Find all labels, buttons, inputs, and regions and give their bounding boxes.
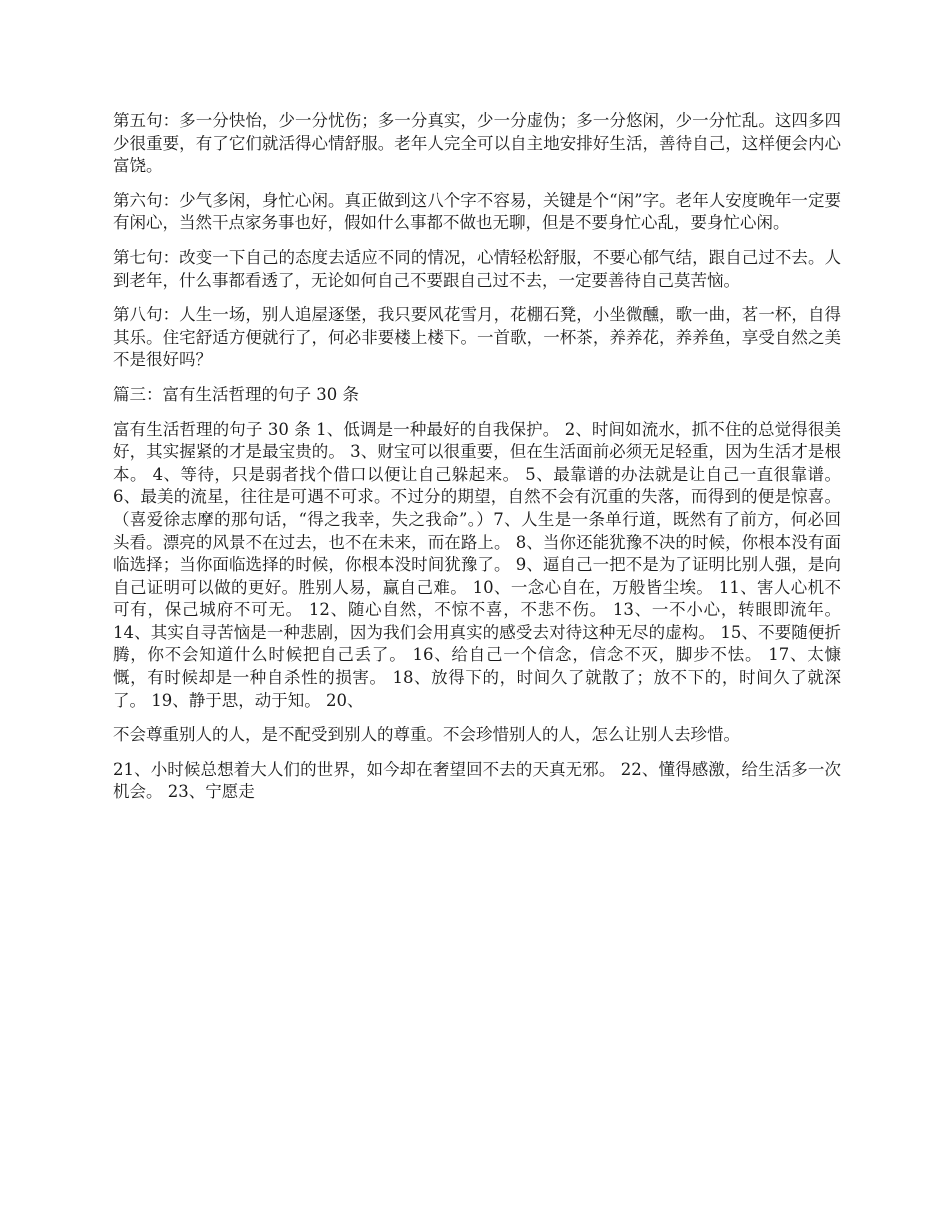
paragraph-quote-respect: 不会尊重别人的人，是不配受到别人的尊重。不会珍惜别人的人，怎么让别人去珍惜。 [113, 725, 740, 745]
paragraph-sixth-sentence: 第六句：少气多闲，身忙心闲。真正做到这八个字不容易，关键是个“闲”字。老年人安度晚年一定要有闲心，当然干点家务事也好，假如什么事都不做也无聊，但是不要身忙心乱，要身忙心闲。 [113, 190, 841, 233]
paragraph-seventh-sentence: 第七句：改变一下自己的态度去适应不同的情况，心情轻松舒服，不要心郁气结，跟自己过不去。人到老年，什么事都看透了，无论如何自己不要跟自己过不去，一定要善待自己莫苦恼。 [113, 247, 841, 290]
section-heading: 篇三：富有生活哲理的句子 30 条 [113, 384, 359, 404]
document-page [113, 110, 841, 816]
paragraph-quotes-1-20: 富有生活哲理的句子 30 条 1、低调是一种最好的自我保护。 2、时间如流水，抓不住的总觉得很美好，其实握紧的才是最宝贵的。 3、财宝可以很重要，但在生活面前必须无足轻重，因为生活才是根本。 4、等待，只是弱者找个借口以便让自己躲起来。 5、最靠谱的办法就是让自己一直很靠谱。 6、最美的流星，往往是可遇不可求。不过分的期望，自然不会有沉重的失落，而得到的便是惊喜。（喜爱徐志摩的那句话，“得之我幸，失之我命”。）7、人生是一条单行道，既然有了前方，何必回头看。漂亮的风景不在过去，也不在未来，而在路上。 8、当你还能犹豫不决的时候，你根本没有面临选择；当你面临选择的时候，你根本没时间犹豫了。 9、逼自己一把不是为了证明比别人强，是向自己证明可以做的更好。胜别人易，赢自己难。 10、一念心自在，万般皆尘埃。 11、害人心机不可有，保己城府不可无。 12、随心自然，不惊不喜，不悲不伤。 13、一不小心，转眼即流年。 14、其实自寻苦恼是一种悲剧，因为我们会用真实的感受去对待这种无尽的虚构。 15、不要随便折腾，你不会知道什么时候把自己丢了。 16、给自己一个信念，信念不灭，脚步不怯。 17、太慷慨，有时候却是一种自杀性的损害。 18、放得下的，时间久了就散了；放不下的，时间久了就深了。 19、静于思，动于知。 20、 [113, 419, 841, 710]
paragraph-eighth-sentence: 第八句：人生一场，别人追屋逐堡，我只要风花雪月，花棚石凳，小坐微醺，歌一曲，茗一杯，自得其乐。住宅舒适方便就行了，何必非要楼上楼下。一首歌，一杯茶，养养花，养养鱼，享受自然之美不是很好吗？ [113, 305, 841, 370]
paragraph-fifth-sentence: 第五句：多一分快怡，少一分忧伤；多一分真实，少一分虚伪；多一分悠闲，少一分忙乱。这四多四少很重要，有了它们就活得心情舒服。老年人完全可以自主地安排好生活，善待自己，这样便会内心富饶。 [113, 111, 841, 176]
paragraph-quotes-21-23: 21、小时候总想着大人们的世界，如今却在奢望回不去的天真无邪。 22、懂得感激，给生活多一次机会。 23、宁愿走 [113, 759, 841, 802]
